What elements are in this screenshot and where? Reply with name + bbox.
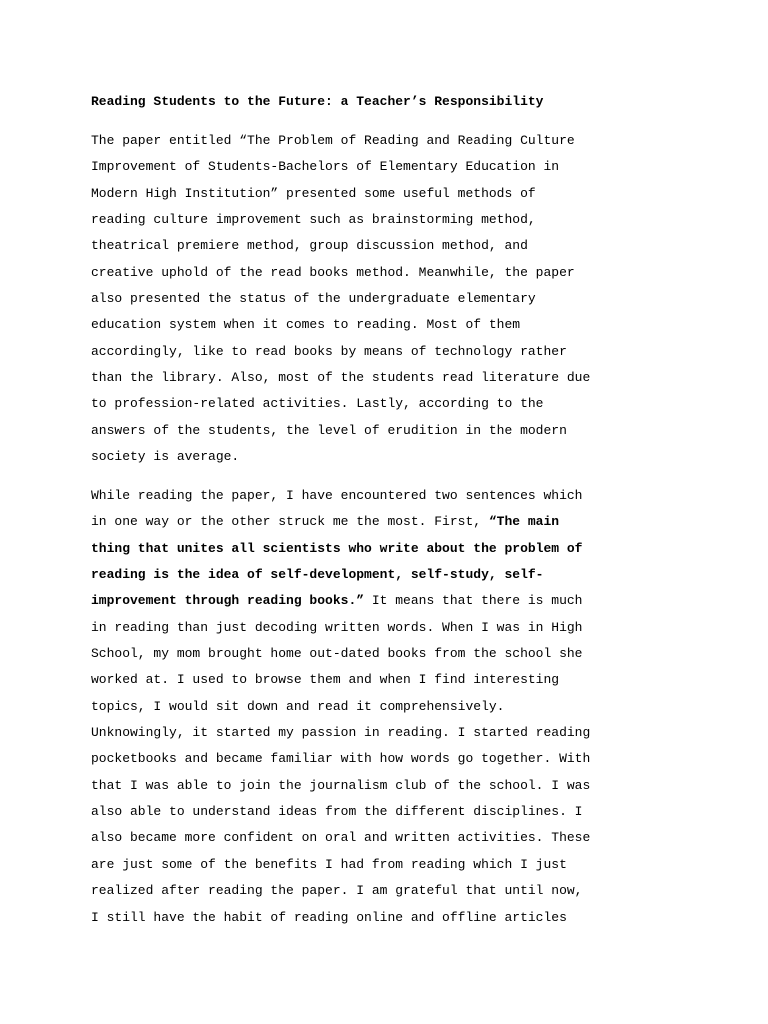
text-line: society is average. [91,449,240,465]
text-segment: It means that there is much [364,593,583,609]
text-line: accordingly, like to read books by means of technology rather [91,343,567,359]
text-line: to profession-related activities. Lastly, according to the [91,396,544,412]
text-line: realized after reading the paper. I am grateful that until now, [91,883,583,899]
text-line: in reading than just decoding written words. When I was in High [91,619,583,635]
text-line: The paper entitled “The Problem of Reading and Reading Culture [91,133,575,148]
quoted-sentence-bold: thing that unites all scientists who write about the problem of [91,540,583,556]
text-line: Unknowingly, it started my passion in reading. I started reading [91,725,591,741]
text-line: I still have the habit of reading online and offline articles [91,909,567,925]
quoted-sentence-bold: reading is the idea of self-development, self-study, self- [91,567,544,583]
text-line: answers of the students, the level of erudition in the modern [91,422,567,438]
text-line: education system when it comes to reading. Most of them [91,317,521,333]
text-line: topics, I would sit down and read it comprehensively. [91,698,505,714]
text-line: creative uphold of the read books method. Meanwhile, the paper [91,264,575,280]
text-line: Modern High Institution” presented some useful methods of [91,185,536,201]
text-line: also became more confident on oral and written activities. These [91,830,591,846]
text-line: Improvement of Students-Bachelors of Elementary Education in [91,159,560,175]
text-line: School, my mom brought home out-dated books from the school she [91,646,583,662]
text-line: worked at. I used to browse them and when I find interesting [91,672,560,688]
text-line: are just some of the benefits I had from reading which I just [91,856,567,872]
text-line: also presented the status of the undergraduate elementary [91,291,536,307]
text-line [91,588,590,614]
text-line: that I was able to join the journalism club of the school. I was [91,777,591,793]
text-line: than the library. Also, most of the students read literature due [91,370,591,386]
text-line: also able to understand ideas from the different disciplines. I [91,804,583,820]
text-line: theatrical premiere method, group discussion method, and [91,238,528,254]
text-line [91,509,590,535]
paragraph-2 [91,483,590,931]
quoted-sentence-bold: improvement through reading books.” [91,593,365,609]
text-line: reading culture improvement such as brainstorming method, [91,212,536,228]
quoted-sentence-bold: “The main [488,514,560,530]
text-segment: in one way or the other struck me the most. First, [91,514,489,530]
text-line: pocketbooks and became familiar with how words go together. With [91,751,591,767]
paragraph-1 [91,128,590,470]
document-title: Reading Students to the Future: a Teacher’s Responsibility [91,94,544,109]
text-line: While reading the paper, I have encountered two sentences which [91,488,583,503]
